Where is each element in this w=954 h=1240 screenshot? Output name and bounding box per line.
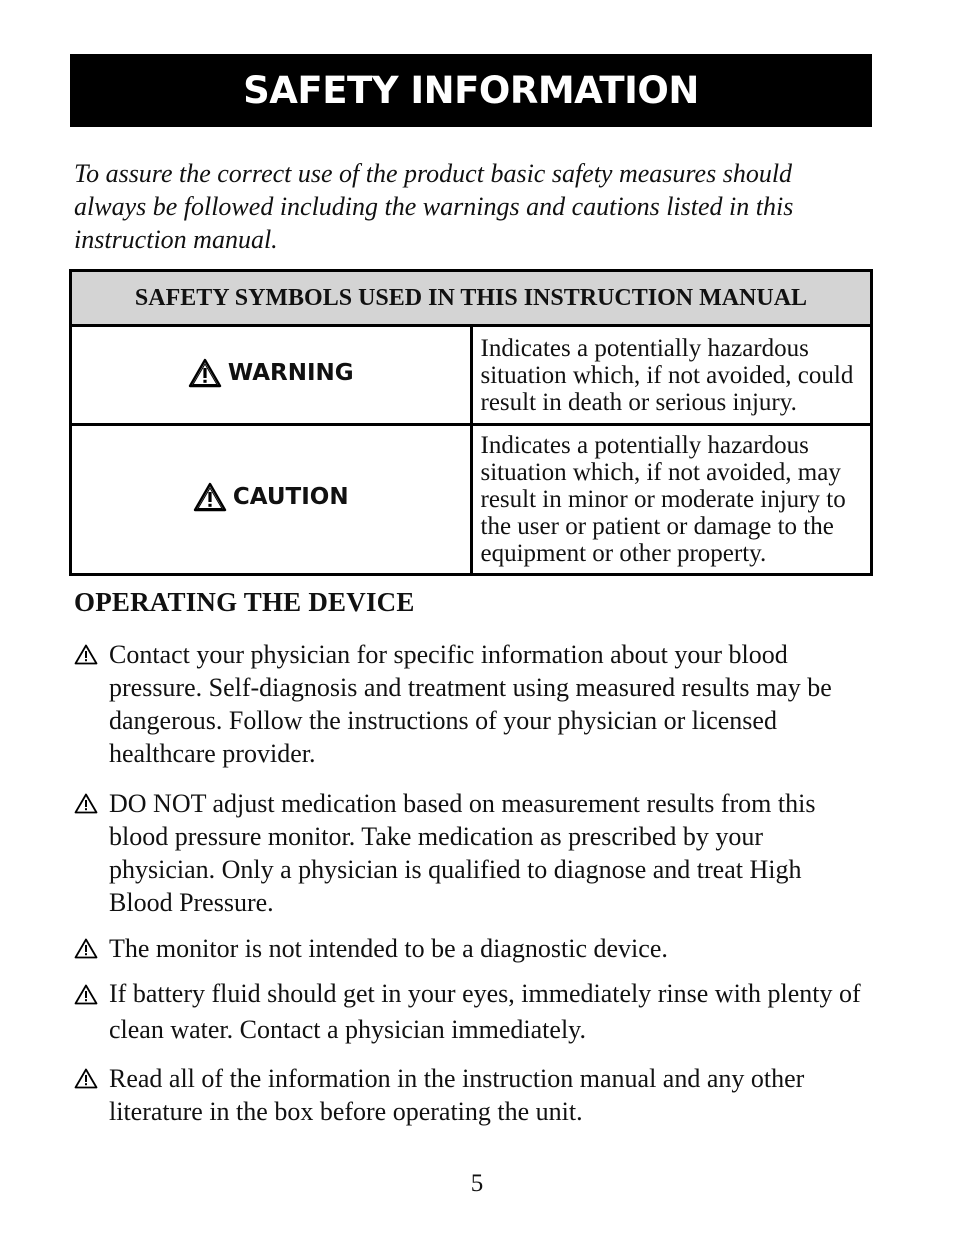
list-item-text: Read all of the information in the instruction manual and any other literature in the box before operating the unit. bbox=[109, 1064, 805, 1126]
caution-description: Indicates a potentially hazardous situation which, if not avoided, may result in minor or moderate injury to the user or patient or damage to the equipment or other property. bbox=[471, 425, 872, 575]
table-row-warning bbox=[71, 326, 872, 425]
warning-triangle-icon bbox=[188, 358, 222, 388]
warning-triangle-icon bbox=[193, 482, 227, 512]
section-heading: OPERATING THE DEVICE bbox=[74, 587, 415, 617]
warning-triangle-icon bbox=[74, 638, 109, 665]
warning-triangle-icon bbox=[74, 978, 109, 1005]
title-bar bbox=[70, 54, 872, 127]
table-row-caution bbox=[71, 425, 872, 575]
list-item bbox=[74, 787, 864, 919]
warning-label: WARNING bbox=[227, 359, 354, 386]
list-item bbox=[74, 932, 864, 965]
page-number: 5 bbox=[470, 1170, 484, 1197]
list-item-text: The monitor is not intended to be a diagnostic device. bbox=[109, 934, 668, 963]
warning-triangle-icon bbox=[74, 787, 109, 814]
list-item-text: Contact your physician for specific information about your blood pressure. Self-diagnosis and treatment using measured results may be dangerous. Follow the instructions of your physician or licensed healthcare provider. bbox=[109, 640, 832, 768]
symbol-cell-caution bbox=[71, 425, 472, 575]
caution-label: CAUTION bbox=[232, 484, 349, 510]
list-item bbox=[74, 638, 864, 770]
symbol-cell-warning bbox=[71, 326, 472, 425]
warning-triangle-icon bbox=[74, 932, 109, 959]
safety-symbols-table-heading: SAFETY SYMBOLS USED IN THIS INSTRUCTION MANUAL bbox=[71, 271, 872, 326]
list-item-text: If battery fluid should get in your eyes, immediately rinse with plenty of clean water. Contact a physician immediately. bbox=[109, 979, 861, 1044]
safety-symbols-table bbox=[69, 269, 873, 576]
warning-triangle-icon bbox=[74, 1062, 109, 1089]
list-item-text: DO NOT adjust medication based on measurement results from this blood pressure monitor. Take medication as prescribed by your physician. Only a physician is qualified to diagnose and treat High Blood Pressure. bbox=[109, 789, 816, 917]
list-item bbox=[74, 1062, 864, 1128]
intro-text: To assure the correct use of the product basic safety measures should always be followed including the warnings and cautions listed in this instruction manual. bbox=[74, 159, 794, 254]
list-item bbox=[74, 978, 864, 1048]
page-title: SAFETY INFORMATION bbox=[243, 69, 699, 112]
warning-description: Indicates a potentially hazardous situation which, if not avoided, could result in death or serious injury. bbox=[471, 326, 872, 425]
